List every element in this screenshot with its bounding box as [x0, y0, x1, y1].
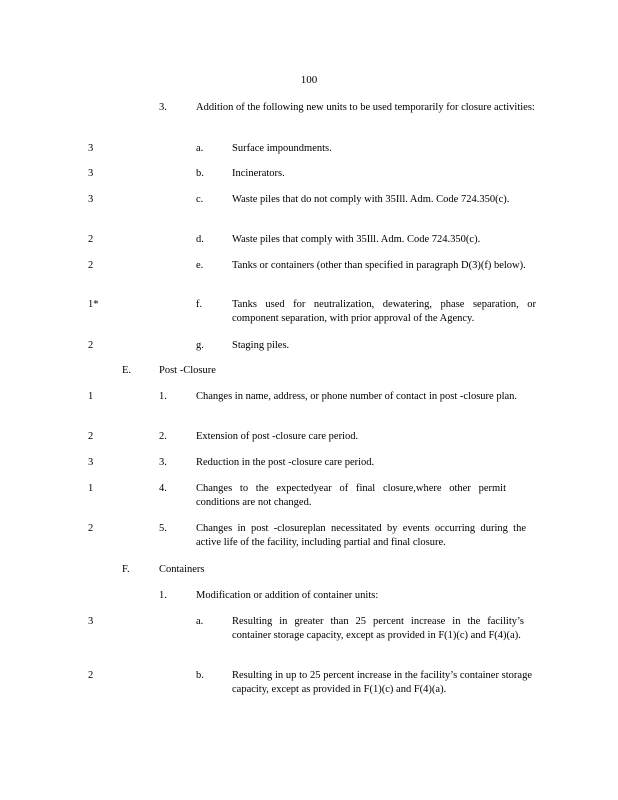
section-label: F. — [122, 564, 130, 575]
item-text: Tanks or containers (other than specified in paragraph D(3)(f) below). — [232, 260, 526, 271]
item-label: b. — [196, 168, 204, 179]
category-number: 3 — [88, 457, 94, 468]
item-label: 1. — [159, 391, 167, 402]
item-text: Changes to the expectedyear of final closure,where other permit conditions are not changed. — [196, 483, 506, 508]
item-text: Staging piles. — [232, 340, 290, 351]
item-text: Tanks used for neutralization, dewatering, phase separation, or component separation, with prior approval of the Agency. — [232, 299, 536, 324]
section-label: E. — [122, 365, 132, 376]
category-number: 2 — [88, 234, 94, 245]
item-label: 3. — [159, 102, 167, 113]
item-text: Reduction in the post -closure care period. — [196, 457, 375, 468]
item-label: 1. — [159, 590, 167, 601]
category-number: 3 — [88, 143, 94, 154]
item-text: Changes in post -closureplan necessitated by events occurring during the active life of the facility, including partial and final closure. — [196, 523, 526, 548]
category-number: 1 — [88, 391, 94, 402]
category-number: 1 — [88, 483, 94, 494]
category-number: 2 — [88, 431, 94, 442]
item-text: Resulting in up to 25 percent increase in the facility’s container storage capacity, except as provided in F(1)(c) and F(4)(a). — [232, 670, 532, 695]
item-label: 2. — [159, 431, 167, 442]
category-number: 2 — [88, 340, 94, 351]
category-number: 2 — [88, 523, 94, 534]
item-label: g. — [196, 340, 204, 351]
section-title: Containers — [159, 564, 205, 575]
item-label: d. — [196, 234, 204, 245]
category-number: 2 — [88, 670, 94, 681]
item-label: b. — [196, 670, 204, 681]
category-number: 3 — [88, 168, 94, 179]
item-text: Resulting in greater than 25 percent increase in the facility’s container storage capacity, except as provided in F(1)(c) and F(4)(a). — [232, 616, 524, 641]
category-number: 3 — [88, 616, 94, 627]
item-label: a. — [196, 143, 204, 154]
item-label: 3. — [159, 457, 167, 468]
item-label: e. — [196, 260, 204, 271]
category-number: 2 — [88, 260, 94, 271]
page-number: 100 — [300, 74, 318, 86]
item-label: a. — [196, 616, 204, 627]
item-label: f. — [196, 299, 203, 310]
item-text: Extension of post -closure care period. — [196, 431, 359, 442]
item-label: 4. — [159, 483, 167, 494]
item-text: Waste piles that comply with 35Ill. Adm. Code 724.350(c). — [232, 234, 481, 245]
item-text: Waste piles that do not comply with 35Ill. Adm. Code 724.350(c). — [232, 194, 510, 205]
item-text: Modification or addition of container units: — [196, 590, 379, 601]
section-title: Post -Closure — [159, 365, 216, 376]
item-text: Changes in name, address, or phone number of contact in post -closure plan. — [196, 391, 518, 402]
item-label: c. — [196, 194, 204, 205]
item-text: Incinerators. — [232, 168, 285, 179]
item-text: Surface impoundments. — [232, 143, 332, 154]
category-number: 3 — [88, 194, 94, 205]
item-text: Addition of the following new units to be used temporarily for closure activities: — [196, 102, 535, 113]
item-label: 5. — [159, 523, 167, 534]
category-number: 1* — [88, 299, 99, 310]
